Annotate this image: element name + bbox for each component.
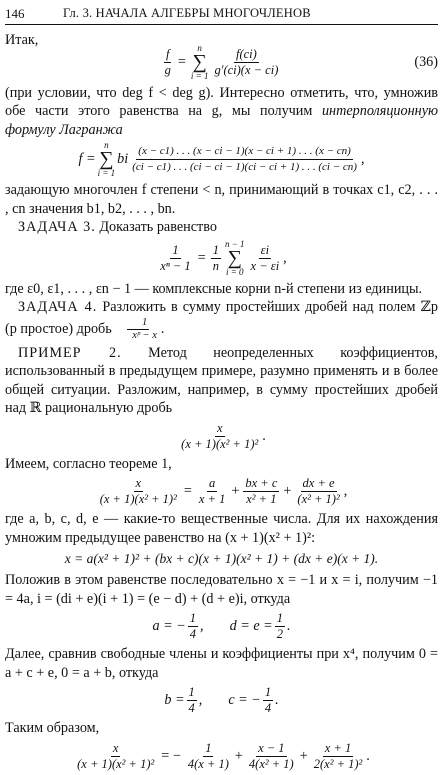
lagrange-formula: f = n ∑ i = 1 bi $\frac{(x - c1) . . . (x - ci - 1)(x - ci + 1) . . . (x - cn)}{(ci - c1) . . . (ci - ci - 1)(ci - ci + 1) . . . (ci - cn)}$ , (78, 140, 365, 178)
paragraph-theorem-1: Имеем, согласно теореме 1, (5, 455, 172, 472)
equation-number: (36) (414, 53, 438, 70)
paragraph-real-numbers: где a, b, c, d, e — какие-то вещественные числа. Для их нахождения умножим предыдущее равенство на (x + 1)(x² + 1)²: (5, 511, 438, 546)
paragraph-polynomial-points: задающую многочлен f степени < n, принимающий в точках c1, c2, . . . , cn значения b1, b2, . . . , bn. (5, 182, 438, 217)
task-4: ЗАДАЧА 4. Разложить в сумму простейших дробей над полем ℤp (p простое) дробь $\frac{1}{\text{xᵖ − x}}$ . (5, 299, 438, 341)
task-3: ЗАДАЧА 3. Доказать равенство (18, 219, 217, 235)
example-2-label: ПРИМЕР 2. (18, 344, 122, 361)
equation-final: $\frac{x}{\text{(x + 1)(x² + 1)²}}$ = − $\frac{1}{4(x + 1)}$ + $\frac{x - 1}{\text{4(x² + 1)}}$ + $\frac{x + 1}{\text{2(x² + 1)²}}$ . (77, 740, 370, 771)
book-page (5, 6, 438, 775)
lagrange-fraction: $\frac{(x - c1) . . . (x - ci - 1)(x - ci + 1) . . . (x - cn)}{(ci - c1) . . . (ci - ci - 1)(ci - ci + 1) . . . (ci - cn)}$ (132, 145, 357, 173)
itak-text: Итак, (5, 32, 39, 48)
paragraph-lagrange-intro: (при условии, что deg f < deg g). Интересно отметить, что, умножив обе части этого равенства на g, мы получим интерполяционную формулу Лагранжа (5, 84, 438, 138)
equation-polynomial: x = a(x² + 1)² + (bx + c)(x + 1)(x² + 1) + (dx + e)(x + 1). (64, 551, 379, 566)
paragraph-substitution: Положив в этом равенстве последовательно x = −1 и x = i, получим −1 = 4a, i = (di + e)(i + 1) = (e − d) + (d + e)i, откуда (5, 572, 438, 607)
paragraph-coefficients: Далее, сравнив свободные члены и коэффициенты при x⁴, получим 0 = a + c + e, 0 = a + b, откуда (5, 646, 438, 681)
paragraph-roots-of-unity: где ε0, ε1, . . . , εn − 1 — комплексные корни n-й степени из единицы. (5, 280, 423, 297)
equation-task-3: $\frac{1}{\text{xⁿ − 1}}$ = $\frac{1}{n}$ n − 1 ∑ i = 0 $\frac{\varepsilon i}{x - \varepsilon i}$ , (160, 238, 287, 277)
task-3-label: ЗАДАЧА 3. (18, 219, 96, 235)
lagrange-sum: n ∑ i = 1 (97, 140, 116, 178)
paragraph-thus: Таким образом, (5, 720, 100, 736)
eq36-lhs-fraction: $\frac{f}{g}$ (164, 46, 171, 77)
equation-decomposition: $\frac{x}{\text{(x + 1)(x² + 1)²}}$ = $\frac{a}{x + 1}$ + $\frac{bx + c}{\text{x² + 1}}$ + $\frac{dx + e}{\text{(x² + 1)²}}$ , (99, 476, 348, 506)
emphasis-lagrange: интерполяционную формулу Лагранжа (5, 103, 438, 138)
running-title: Гл. 3. НАЧАЛА АЛГЕБРЫ МНОГОЧЛЕНОВ (63, 6, 311, 20)
rational-fraction: $\frac{x}{\text{(x + 1)(x² + 1)²}}$ . (181, 420, 266, 451)
equation-36: $\frac{f}{g}$ = n ∑ i = 1 $\frac{f(ci)}{g'(ci)(x - ci)}$ (36) (164, 42, 438, 81)
page-number: 146 (5, 6, 25, 21)
example-2: ПРИМЕР 2. Метод неопределенных коэффициентов, использованный в предыдущем примере, разумно применять и в более общей ситуации. Разложим, например, в сумму простейших дробей над ℝ рациональную дробь (5, 344, 438, 416)
eq36-sum: n ∑ i = 1 (190, 42, 209, 81)
eq36-rhs-fraction: $\frac{f(ci)}{g'(ci)(x - ci)}$ (214, 46, 279, 77)
task-4-label: ЗАДАЧА 4. (18, 299, 98, 315)
equation-b-c: b = $\frac{1}{4}$ , c = − $\frac{1}{4}$ . (164, 685, 279, 715)
running-header (5, 6, 438, 25)
equation-a-d-e: a = − $\frac{1}{4}$ , d = e = $\frac{1}{2}$ . (152, 611, 291, 641)
